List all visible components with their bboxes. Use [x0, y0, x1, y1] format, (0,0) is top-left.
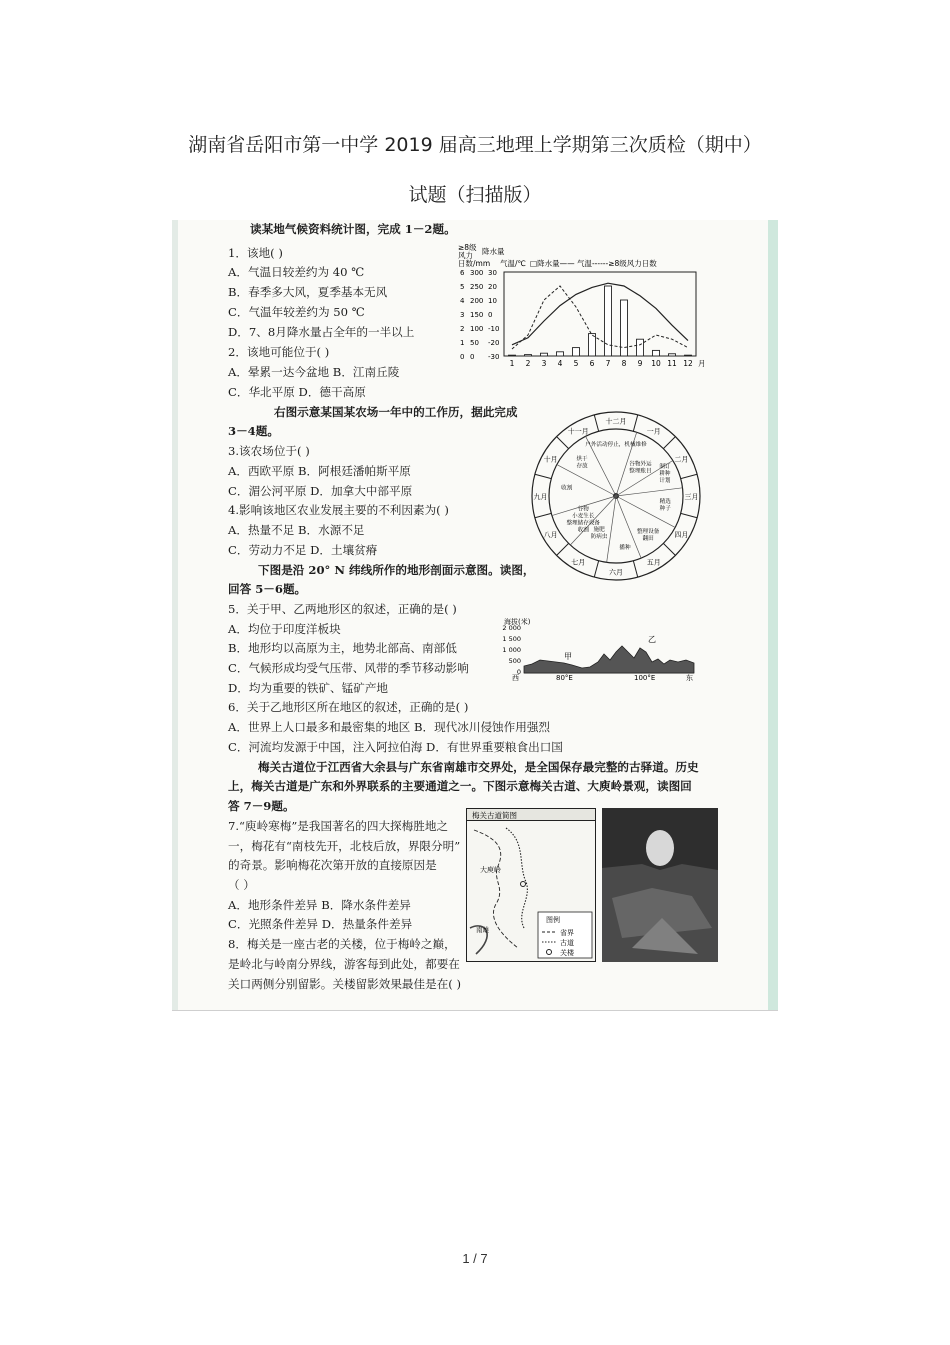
exam-line-24: D．均为重要的铁矿、锰矿产地: [228, 681, 389, 695]
wind-tick: 4: [460, 297, 465, 305]
chart-legend: □降水量—— 气温------≥8级风力日数: [530, 259, 657, 268]
exam-line-17: C．劳动力不足 D．土壤贫瘠: [228, 543, 378, 557]
exam-line-27: C．河流均发源于中国，注入阿拉伯海 D．有世界重要粮食出口国: [228, 740, 563, 754]
month-label-5: 四月: [674, 530, 689, 539]
exam-line-4: B．春季多大风，夏季基本无风: [228, 285, 388, 299]
chart-header-temp: 气温/℃: [500, 259, 526, 268]
scan-left-edge: [172, 220, 178, 1010]
map-title: 梅关古道简图: [472, 811, 517, 820]
exam-line-23: C．气候形成均受气压带、风带的季节移动影响: [228, 661, 469, 675]
exam-line-8: A．晕累一达今盆地 B．江南丘陵: [228, 365, 400, 379]
scan-right-edge: [768, 220, 778, 1010]
meiguan-road-map: [466, 808, 596, 962]
exam-line-12: 3.该农场位于( ): [228, 444, 310, 458]
exam-line-19: 回答 5－6题。: [228, 582, 307, 596]
precip-bar-3: [540, 353, 547, 356]
month-tick: 9: [637, 359, 643, 368]
document-title-line2: 试题（扫描版）: [408, 184, 542, 206]
exam-line-2: 1．该地( ): [228, 246, 283, 260]
exam-line-38: 是岭北与岭南分界线，游客每到此处，都要在: [228, 957, 460, 971]
activity-1: 户外活动停止，机械维修: [585, 442, 647, 448]
activity-7: 防病虫: [590, 533, 608, 540]
exam-line-32: 一，梅花有“南枝先开，北枝后放，界限分明”: [228, 839, 461, 853]
page-number: 1 / 7: [462, 1251, 488, 1266]
month-tick: 4: [557, 359, 563, 368]
month-tick: 7: [605, 359, 611, 368]
precip-tick: 150: [470, 311, 484, 319]
temp-tick: -10: [488, 325, 500, 333]
activity-10: 烘干: [576, 456, 588, 463]
label-yi: 乙: [648, 635, 656, 644]
exam-line-9: C．华北平原 D．德干高原: [228, 385, 366, 399]
exam-line-34: （ ）: [228, 878, 255, 892]
precip-bar-10: [652, 350, 659, 356]
month-label-12: 十一月: [567, 427, 589, 436]
scanned-exam-page: [172, 220, 778, 1011]
climate-chart: [456, 242, 706, 370]
wind-tick: 1: [460, 339, 465, 347]
temp-tick: -20: [488, 339, 500, 347]
exam-line-26: A．世界上人口最多和最密集的地区 B．现代冰川侵蚀作用强烈: [228, 720, 551, 734]
profile-y-tick: 0: [516, 668, 521, 676]
exam-line-6: D．7、8月降水量占全年的一半以上: [228, 325, 415, 339]
exam-line-1: 读某地气候资料统计图，完成 1－2题。: [250, 222, 456, 236]
profile-lon1: 80°E: [556, 674, 573, 682]
label-jia: 甲: [564, 652, 572, 661]
wind-tick: 2: [460, 325, 465, 333]
precip-bar-11: [668, 354, 675, 356]
month-label-4: 三月: [684, 493, 699, 501]
activity-8: 整理储存设备: [566, 520, 601, 527]
month-label-9: 八月: [543, 530, 558, 539]
activity-3: 制订: [659, 464, 671, 471]
month-tick: 12: [683, 359, 693, 368]
exam-line-35: A．地形条件差异 B．降水条件差异: [228, 898, 411, 912]
wind-days-line: [512, 286, 688, 349]
month-label-10: 九月: [533, 493, 548, 501]
exam-line-39: 关口两侧分别留影。关楼留影效果最佳是在( ): [228, 977, 462, 991]
profile-y-tick: 1 000: [502, 646, 521, 654]
activity-2: 谷物外运: [629, 461, 652, 468]
profile-east: 东: [686, 674, 693, 682]
wind-tick: 3: [460, 311, 465, 319]
exam-line-21: A．均位于印度洋板块: [228, 622, 341, 636]
month-tick: 2: [525, 359, 531, 368]
exam-line-31: 7.“庾岭寒梅”是我国著名的四大探梅胜地之: [228, 819, 449, 833]
activity-4: 种子: [659, 506, 671, 513]
month-tick: 11: [667, 359, 677, 368]
month-tick: 8: [621, 359, 627, 368]
temp-tick: 0: [488, 311, 493, 319]
month-label-1: 十二月: [605, 417, 627, 426]
month-label-7: 六月: [609, 568, 623, 577]
precip-bar-1: [508, 355, 515, 356]
precip-bar-4: [556, 352, 563, 356]
month-label-6: 五月: [646, 558, 661, 567]
profile-y-label: 海拔(米): [504, 618, 531, 626]
precip-bar-5: [572, 348, 579, 356]
month-label-2: 一月: [646, 427, 661, 436]
chart-header-precip: 降水量: [482, 247, 505, 256]
activity-5: 翻田: [642, 535, 654, 542]
month-label-11: 十月: [543, 455, 558, 464]
temp-tick: 20: [488, 283, 497, 291]
exam-line-25: 6．关于乙地形区所在地区的叙述，正确的是( ): [228, 700, 469, 714]
wind-tick: 5: [460, 283, 465, 291]
profile-y-tick: 1 500: [502, 635, 521, 643]
legend-tower: 关楼: [560, 949, 574, 957]
map-place-dayu: 大庾岭: [480, 866, 501, 874]
month-tick: 1: [509, 359, 515, 368]
temp-tick: 30: [488, 269, 497, 277]
exam-line-11: 3－4题。: [228, 424, 279, 438]
exam-line-18: 下图是沿 20° N 纬线所作的地形剖面示意图。读图，: [258, 563, 535, 577]
precip-bar-12: [684, 355, 691, 356]
legend-road: 古道: [560, 939, 574, 947]
activity-2: 整理账目: [629, 468, 652, 475]
month-tick: 3: [541, 359, 547, 368]
month-tick: 10: [651, 359, 661, 368]
document-title-line1: 湖南省岳阳市第一中学 2019 届高三地理上学期第三次质检（期中）: [188, 134, 762, 156]
precip-tick: 50: [470, 339, 479, 347]
activity-8: 小麦生长: [572, 513, 595, 520]
precip-bar-9: [636, 339, 643, 356]
exam-line-36: C．光照条件差异 D．热量条件差异: [228, 917, 413, 931]
exam-line-15: 4.影响该地区农业发展主要的不利因素为( ): [228, 503, 449, 517]
exam-line-33: 的奇景。影响梅花次第开放的直接原因是: [228, 858, 437, 872]
profile-lon2: 100°E: [634, 674, 656, 682]
exam-line-14: C．湄公河平原 D．加拿大中部平原: [228, 484, 413, 498]
month-tick: 5: [573, 359, 579, 368]
wind-tick: 6: [460, 269, 465, 277]
gate-arch-light: [646, 830, 674, 866]
exam-line-37: 8．梅关是一座古老的关楼，位于梅岭之巅，: [228, 937, 456, 951]
precip-tick: 0: [470, 353, 475, 361]
activity-3: 计划: [659, 478, 671, 485]
activity-8: 收割: [577, 527, 589, 534]
profile-west: 西: [512, 674, 519, 682]
exam-line-3: A．气温日较差约为 40 ℃: [228, 265, 365, 279]
exam-line-28: 梅关古道位于江西省大余县与广东省南雄市交界处，是全国保存最完整的古驿道。历史: [258, 760, 699, 774]
activity-9: 收割: [561, 485, 573, 492]
exam-line-22: B．地形均以高原为主，地势北部高、南部低: [228, 641, 457, 655]
exam-line-10: 右图示意某国某农场一年中的工作历，据此完成: [274, 405, 518, 419]
exam-line-7: 2．该地可能位于( ): [228, 345, 330, 359]
activity-10: 存放: [576, 463, 588, 470]
map-place-nanxiong: 南雄: [476, 926, 489, 934]
precip-bar-2: [524, 355, 531, 356]
exam-line-30: 答 7－9题。: [228, 799, 295, 813]
activity-6: 播种: [619, 545, 631, 552]
temp-tick: -30: [488, 353, 500, 361]
temperature-line: [512, 283, 688, 345]
precip-tick: 200: [470, 297, 484, 305]
exam-line-16: A．热量不足 B．水源不足: [228, 523, 365, 537]
precip-tick: 300: [470, 269, 484, 277]
exam-line-29: 上，梅关古道是广东和外界联系的主要通道之一。下图示意梅关古道、大庾岭景观，读图回: [228, 779, 692, 793]
activity-4: 精选: [659, 499, 671, 506]
terrain-silhouette: [524, 646, 694, 673]
temp-tick: 10: [488, 297, 497, 305]
exam-line-5: C．气温年较差约为 50 ℃: [228, 305, 365, 319]
plot-frame: [504, 272, 696, 356]
activity-7: 施肥: [593, 526, 605, 533]
farm-calendar-wheel: [530, 410, 702, 582]
month-tick: 6: [589, 359, 595, 368]
exam-line-13: A．西欧平原 B．阿根廷潘帕斯平原: [228, 464, 411, 478]
chart-header-wind: ≥8级: [458, 243, 477, 252]
legend-border: 省界: [560, 929, 574, 937]
activity-8: 谷物: [577, 506, 589, 513]
month-label-8: 七月: [571, 558, 586, 567]
dayu-ridge-photo: [602, 808, 718, 962]
month-label-3: 二月: [674, 455, 689, 464]
wind-tick: 0: [460, 353, 465, 361]
exam-line-20: 5．关于甲、乙两地形区的叙述，正确的是( ): [228, 602, 457, 616]
activity-5: 整理设备: [636, 528, 660, 535]
x-unit: 月: [698, 359, 706, 368]
chart-header-wind2: 风力: [458, 251, 473, 260]
profile-y-tick: 2 000: [502, 624, 521, 632]
precip-tick: 250: [470, 283, 484, 291]
terrain-profile: [498, 616, 698, 682]
profile-y-tick: 500: [508, 657, 521, 665]
chart-header-unit: 日数/mm: [458, 259, 491, 268]
precip-tick: 100: [470, 325, 484, 333]
legend-title: 图例: [546, 916, 560, 924]
activity-3: 耕种: [659, 471, 671, 478]
